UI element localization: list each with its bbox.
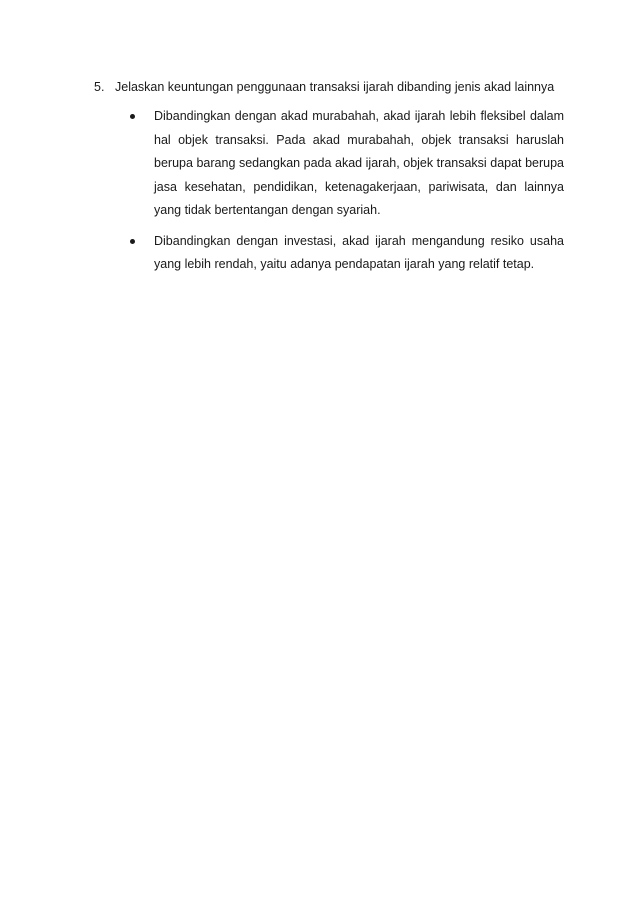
question-text: Jelaskan keuntungan penggunaan transaksi ijarah dibanding jenis akad lainnya — [115, 80, 555, 94]
answer-item — [94, 230, 564, 277]
question-number: 5. — [94, 80, 105, 94]
bullet-icon — [130, 114, 135, 119]
answer-list — [94, 105, 564, 277]
answer-text: Dibandingkan dengan akad murabahah, akad ijarah lebih fleksibel dalam hal objek transaksi. Pada akad murabahah, objek transaksi haruslah berupa barang sedangkan pada akad ijarah, objek transaksi dapat berupa jasa kesehatan, pendidikan, ketenagakerjaan, pariwisata, dan lainnya yang tidak bertentangan dengan syariah. — [154, 109, 564, 217]
answer-text: Dibandingkan dengan investasi, akad ijarah mengandung resiko usaha yang lebih rendah, yaitu adanya pendapatan ijarah yang relatif tetap. — [154, 233, 564, 271]
bullet-icon — [130, 239, 135, 244]
question-5 — [94, 76, 564, 284]
answer-item — [94, 105, 564, 223]
